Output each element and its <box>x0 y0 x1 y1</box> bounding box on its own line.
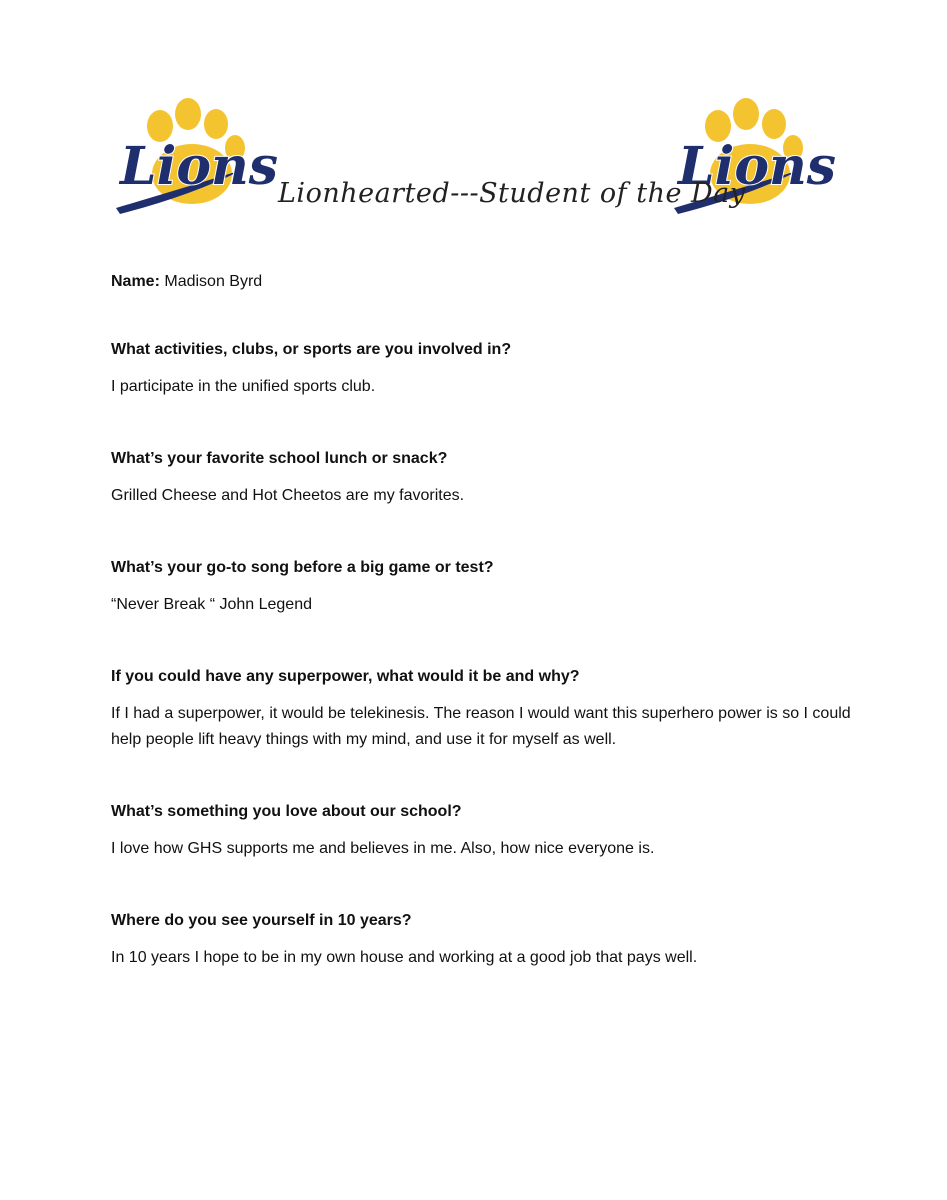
qa-item-activities <box>111 338 851 400</box>
question-text: Where do you see yourself in 10 years? <box>111 912 412 929</box>
answer-text: I love how GHS supports me and believes in me. Also, how nice everyone is. <box>111 840 655 857</box>
answer-text: “Never Break “ John Legend <box>111 596 312 613</box>
svg-text:Lions: Lions <box>120 136 279 197</box>
qa-item-favorite-lunch <box>111 447 851 509</box>
qa-item-superpower <box>111 665 851 753</box>
student-name-line <box>111 270 851 294</box>
question-text: What activities, clubs, or sports are you involved in? <box>111 341 512 358</box>
question-text: What’s your favorite school lunch or snack? <box>111 450 448 467</box>
svg-text:Lions: Lions <box>678 136 837 197</box>
qa-item-ten-years <box>111 909 851 971</box>
qa-item-go-to-song <box>111 556 851 618</box>
qa-item-love-about-school <box>111 800 851 862</box>
answer-text: I participate in the unified sports club. <box>111 378 376 395</box>
document-body <box>111 270 851 1018</box>
lions-logo-left <box>110 96 279 216</box>
answer-text: If I had a superpower, it would be telekinesis. The reason I would want this superhero power is so I could help people lift heavy things with my mind, and use it for myself as well. <box>111 705 851 748</box>
question-text: If you could have any superpower, what would it be and why? <box>111 668 580 685</box>
question-text: What’s your go-to song before a big game or test? <box>111 559 494 576</box>
answer-text: In 10 years I hope to be in my own house and working at a good job that pays well. <box>111 949 698 966</box>
student-name: Madison Byrd <box>164 273 263 290</box>
name-label: Name: <box>111 273 160 290</box>
page-title: Lionhearted---Student of the Day <box>278 178 746 209</box>
answer-text: Grilled Cheese and Hot Cheetos are my favorites. <box>111 487 465 504</box>
question-text: What’s something you love about our school? <box>111 803 462 820</box>
